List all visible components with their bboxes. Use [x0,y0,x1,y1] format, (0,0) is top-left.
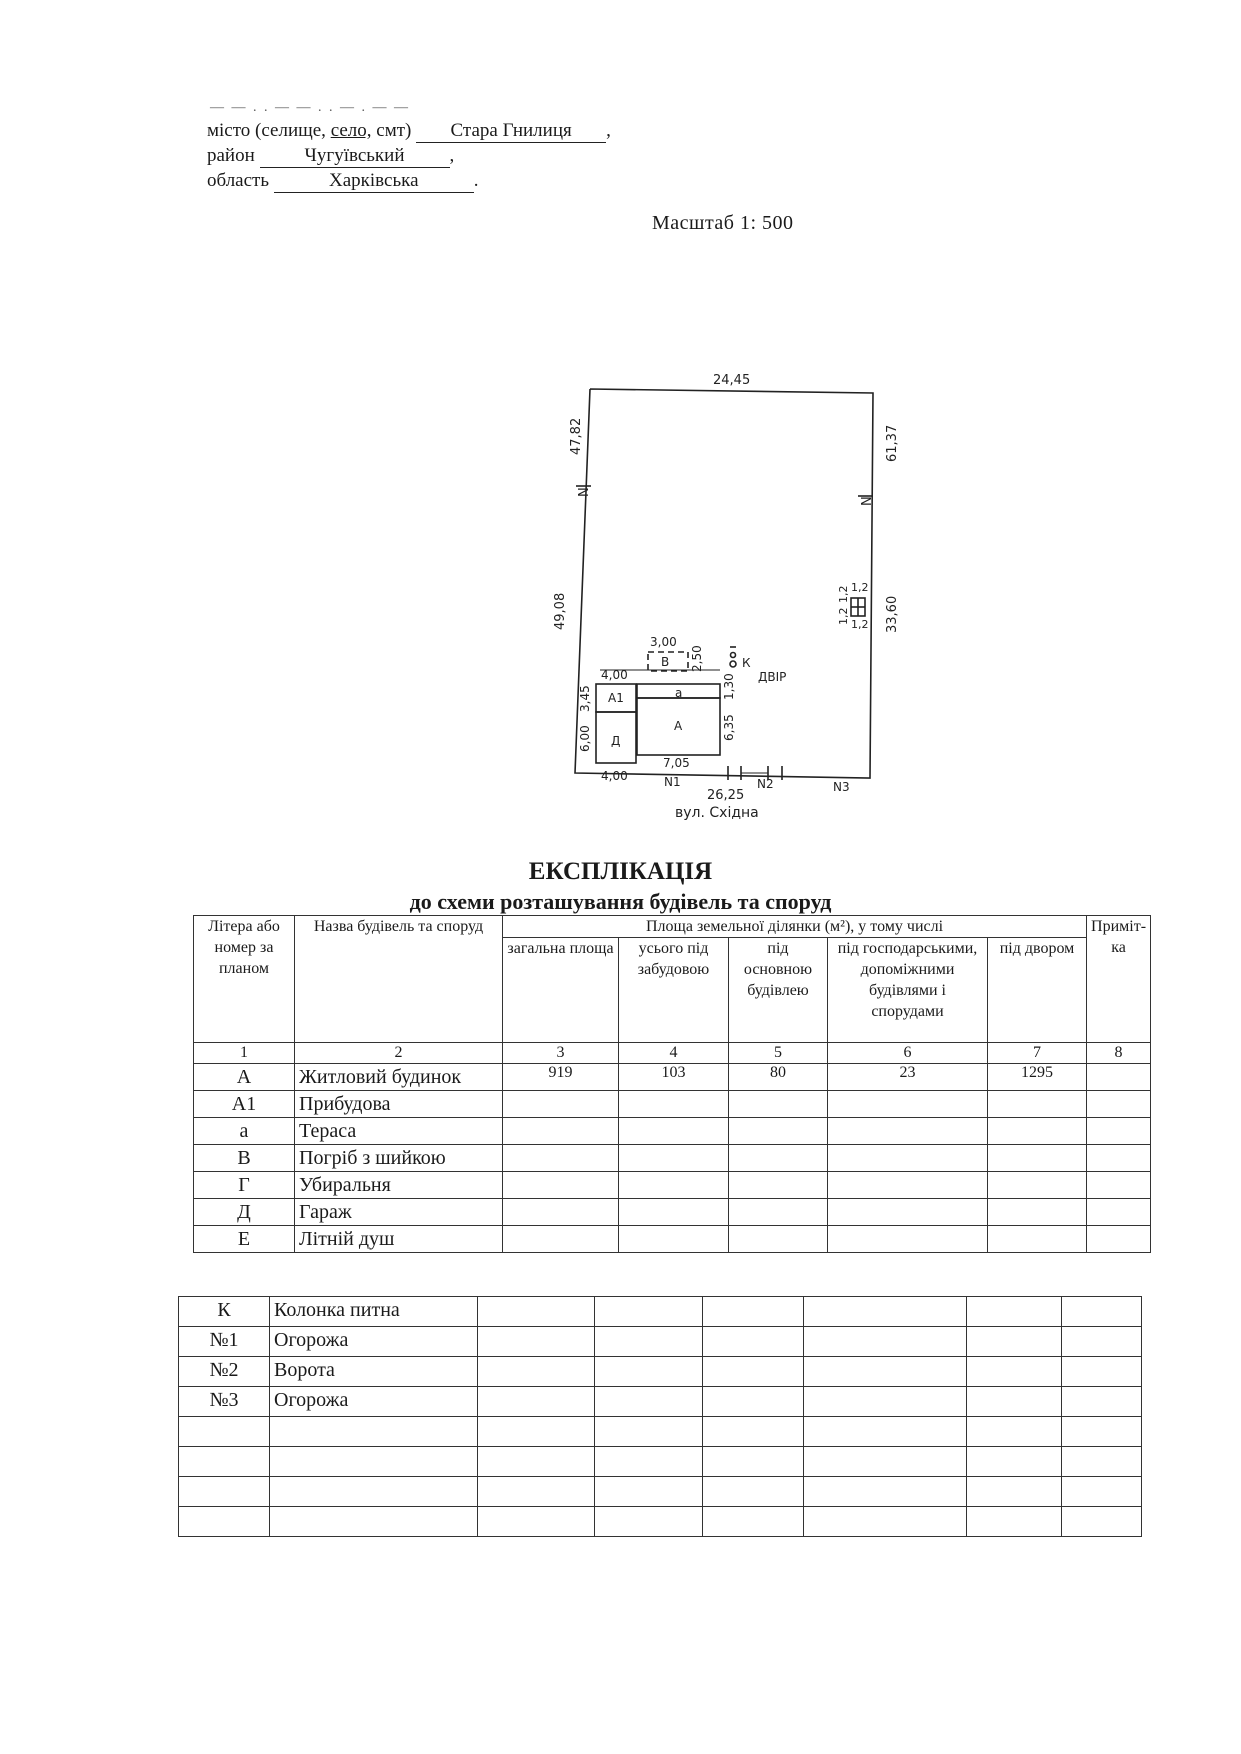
cell-empty [1062,1327,1142,1357]
cell-empty [1062,1297,1142,1327]
cell-note [1087,1199,1151,1226]
cell-empty [478,1357,595,1387]
cell-empty [478,1297,595,1327]
col-num: 3 [503,1043,619,1064]
table-row [179,1417,1142,1447]
cell-empty [703,1297,804,1327]
cell-total [503,1226,619,1253]
table-row [194,1145,1151,1172]
cell-empty [1062,1447,1142,1477]
cell-yard [988,1145,1087,1172]
cell-name: Убиральня [295,1172,503,1199]
cell-main [729,1199,828,1226]
cell-empty [703,1417,804,1447]
dim-v-width: 3,00 [650,635,677,649]
region-line: область Харківська . [207,170,479,191]
cell-aux [828,1199,988,1226]
dim-v-height: 2,50 [690,645,704,672]
label-a: А [674,719,683,733]
cell-code [179,1417,270,1447]
explication-table [193,915,1151,1253]
cell-empty [595,1447,703,1477]
cell-code: Д [194,1199,295,1226]
cell-empty [595,1357,703,1387]
cell-empty [967,1477,1062,1507]
cell-empty [703,1507,804,1537]
label-v: В [661,655,670,669]
cell-empty [804,1387,967,1417]
cell-main [729,1172,828,1199]
city-line: місто (селище, село, смт) Стара Гнилиця , [207,120,611,141]
cell-aux [828,1145,988,1172]
label-yard: ДВІР [758,670,787,684]
explication-table-continued [178,1296,1142,1537]
table-row [179,1477,1142,1507]
cell-total [503,1145,619,1172]
cell-name: Огорожа [270,1387,478,1417]
cell-code: Е [194,1226,295,1253]
cell-empty [478,1477,595,1507]
col-num: 7 [988,1043,1087,1064]
city-value: Стара Гнилиця [416,120,606,143]
cell-empty [967,1447,1062,1477]
cell-empty [967,1417,1062,1447]
table-row [194,1226,1151,1253]
label-n3: N3 [833,780,850,794]
cell-name: Тераса [295,1118,503,1145]
cell-empty [804,1477,967,1507]
cell-empty [1062,1417,1142,1447]
table-row [194,1172,1151,1199]
cell-aux [828,1172,988,1199]
cell-code [179,1477,270,1507]
cell-code [179,1507,270,1537]
cell-empty [595,1297,703,1327]
cell-main [729,1145,828,1172]
cell-note [1087,1064,1151,1091]
cut-off-line: — — . . — — . . — . — — [210,100,410,115]
cell-main [729,1118,828,1145]
cell-empty [595,1507,703,1537]
cell-code: А [194,1064,295,1091]
explication-subtitle: до схеми розташування будівель та споруд [409,889,832,914]
column-numbers-row [194,1043,1151,1064]
cell-yard [988,1091,1087,1118]
col-num: 8 [1087,1043,1151,1064]
cell-note [1087,1118,1151,1145]
cell-empty [804,1297,967,1327]
dim-left-upper: 47,82 [569,417,584,455]
table-row [179,1327,1142,1357]
table-row [194,1118,1151,1145]
cell-name: Колонка питна [270,1297,478,1327]
cell-name: Житловий будинок [295,1064,503,1091]
header-total: загальна площа [503,938,619,1043]
district-line: район Чугуївський , [207,145,455,166]
cell-empty [804,1357,967,1387]
col-num: 4 [619,1043,729,1064]
scale-label: Масштаб 1: 500 [652,212,794,234]
district-value: Чугуївський [260,145,450,168]
label-n-right: N [860,496,875,506]
cell-empty [804,1447,967,1477]
cell-name: Літній душ [295,1226,503,1253]
header-main: під основною будівлею [729,938,828,1043]
cell-empty [478,1327,595,1357]
header-code: Літера або номер за планом [194,916,295,1043]
cell-total [503,1091,619,1118]
cell-aux [828,1118,988,1145]
cell-code: №1 [179,1327,270,1357]
well-k [730,661,736,667]
cell-yard: 1295 [988,1064,1087,1091]
col-num: 5 [729,1043,828,1064]
cell-empty [478,1387,595,1417]
cell-code: А1 [194,1091,295,1118]
cell-total: 919 [503,1064,619,1091]
cell-note [1087,1226,1151,1253]
cell-empty [478,1447,595,1477]
table-row [179,1507,1142,1537]
cell-name: Гараж [295,1199,503,1226]
table-row [179,1387,1142,1417]
cell-empty [967,1327,1062,1357]
region-value: Харківська [274,170,474,193]
cell-name [270,1447,478,1477]
dim-right-lower: 33,60 [885,595,900,633]
dim-right-upper: 61,37 [885,424,900,462]
cell-yard [988,1118,1087,1145]
cell-empty [703,1327,804,1357]
cell-empty [1062,1477,1142,1507]
dim-d-width: 4,00 [601,769,628,783]
cell-code [179,1447,270,1477]
city-label-rest: смт) [376,120,412,141]
cell-total [503,1199,619,1226]
cell-name [270,1507,478,1537]
cell-built [619,1145,729,1172]
cell-total [503,1118,619,1145]
table-row [194,1091,1151,1118]
cell-empty [478,1417,595,1447]
cell-code: №2 [179,1357,270,1387]
dim-small-c: 1,2 [837,607,850,625]
dim-top: 24,45 [713,373,751,388]
cell-aux [828,1226,988,1253]
dim-small-a: 1,2 [851,581,869,594]
label-n1: N1 [664,775,681,789]
cell-main [729,1091,828,1118]
cell-empty [1062,1357,1142,1387]
cell-built [619,1199,729,1226]
cell-built [619,1091,729,1118]
cell-code: К [179,1297,270,1327]
dim-left-lower: 49,08 [553,592,568,630]
cell-empty [1062,1507,1142,1537]
city-label: місто (селище, [207,120,326,141]
cell-empty [703,1447,804,1477]
cell-empty [703,1477,804,1507]
header-area-group: Площа земельної ділянки (м²), у тому числі [503,916,1087,938]
dim-a1-height: 3,45 [578,685,592,712]
dim-small-d: 1,2 [837,585,850,603]
cell-empty [595,1477,703,1507]
cell-code: Г [194,1172,295,1199]
cell-built [619,1172,729,1199]
label-k: К [742,656,751,670]
label-n-left: N [577,487,592,497]
table-row [179,1447,1142,1477]
cell-built [619,1226,729,1253]
cell-built: 103 [619,1064,729,1091]
cell-empty [478,1507,595,1537]
cell-name: Ворота [270,1357,478,1387]
table-row [179,1297,1142,1327]
cell-name: Прибудова [295,1091,503,1118]
cell-main: 80 [729,1064,828,1091]
header-yard: під двором [988,938,1087,1043]
table-row [179,1357,1142,1387]
dim-a1-width: 4,00 [601,668,628,682]
cell-code: В [194,1145,295,1172]
cell-name [270,1417,478,1447]
cell-empty [967,1387,1062,1417]
cell-empty [703,1357,804,1387]
cell-built [619,1118,729,1145]
label-d: Д [611,734,621,748]
cell-code: №3 [179,1387,270,1417]
cell-yard [988,1226,1087,1253]
explication-title: ЕКСПЛІКАЦІЯ [528,858,713,885]
cell-yard [988,1199,1087,1226]
region-label: область [207,170,270,191]
cell-note [1087,1145,1151,1172]
label-a-small: а [675,686,683,700]
cell-name: Погріб з шийкою [295,1145,503,1172]
cell-empty [595,1327,703,1357]
cell-empty [595,1387,703,1417]
city-label-village: село, [330,120,372,141]
header-built: усього під забудовою [619,938,729,1043]
cell-name [270,1477,478,1507]
header-note: Приміт-ка [1087,916,1151,1043]
header-aux: під господарськими, допоміжними будівлями і спорудами [828,938,988,1043]
cell-empty [804,1507,967,1537]
cell-empty [804,1327,967,1357]
cell-aux [828,1091,988,1118]
street-name: вул. Східна [675,805,759,821]
dim-d-height: 6,00 [578,725,592,752]
table-row [194,1199,1151,1226]
label-a1: А1 [608,691,624,705]
cell-code: а [194,1118,295,1145]
cell-empty [595,1417,703,1447]
col-num: 6 [828,1043,988,1064]
dim-small-b: 1,2 [851,618,869,631]
label-n2: N2 [757,777,774,791]
dim-a-height: 6,35 [722,714,736,741]
cell-main [729,1226,828,1253]
cell-note [1087,1091,1151,1118]
district-label: район [207,145,255,166]
cell-empty [967,1297,1062,1327]
cell-name: Огорожа [270,1327,478,1357]
header-name: Назва будівель та споруд [295,916,503,1043]
col-num: 1 [194,1043,295,1064]
cell-empty [703,1387,804,1417]
cell-empty [804,1417,967,1447]
dim-a-width: 7,05 [663,756,690,770]
cell-empty [1062,1387,1142,1417]
col-num: 2 [295,1043,503,1064]
dim-bottom: 26,25 [707,788,745,803]
cell-yard [988,1172,1087,1199]
cell-empty [967,1357,1062,1387]
dim-a-terrace: 1,30 [722,673,736,700]
table-row [194,1064,1151,1091]
cell-note [1087,1172,1151,1199]
cell-empty [967,1507,1062,1537]
cell-total [503,1172,619,1199]
cell-aux: 23 [828,1064,988,1091]
